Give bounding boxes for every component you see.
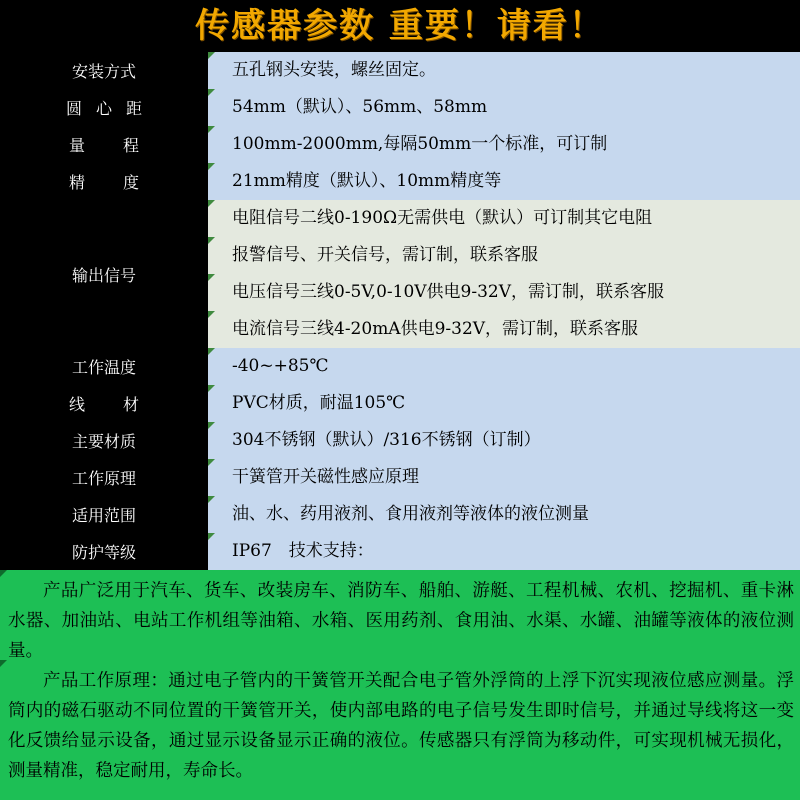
corner-marker	[0, 570, 7, 577]
spec-row-install-method	[0, 52, 800, 89]
spec-label: 量程	[0, 126, 208, 163]
spec-label: 精度	[0, 163, 208, 200]
spec-value: 100mm-2000mm,每隔50mm一个标准，可订制	[208, 126, 800, 163]
page-title: 传感器参数 重要！请看！	[195, 6, 605, 46]
spec-value: IP67 技术支持：	[208, 533, 800, 570]
spec-value: 电压信号三线0-5V,0-10V供电9-32V，需订制，联系客服	[208, 274, 800, 311]
spec-row-wire-material	[0, 385, 800, 422]
spec-label: 输出信号	[0, 200, 208, 348]
spec-value: 油、水、药用液剂、食用液剂等液体的液位测量	[208, 496, 800, 533]
spec-value: 五孔钢头安装，螺丝固定。	[208, 52, 800, 89]
spec-value: 电流信号三线4-20mA供电9-32V，需订制，联系客服	[208, 311, 800, 348]
spec-value: 54mm（默认）、56mm、58mm	[208, 89, 800, 126]
spec-label: 圆心距	[0, 89, 208, 126]
spec-label: 防护等级	[0, 533, 208, 570]
spec-value: 21mm精度（默认）、10mm精度等	[208, 163, 800, 200]
corner-marker	[0, 660, 7, 667]
spec-row-main-material	[0, 422, 800, 459]
spec-label: 线材	[0, 385, 208, 422]
spec-row-output-signal	[0, 200, 800, 348]
spec-row-center-distance	[0, 89, 800, 126]
spec-label: 工作温度	[0, 348, 208, 385]
spec-label: 安装方式	[0, 52, 208, 89]
spec-value: 干簧管开关磁性感应原理	[208, 459, 800, 496]
application-paragraph: 产品广泛用于汽车、货车、改装房车、消防车、船舶、游艇、工程机械、农机、挖掘机、重卡淋水器、加油站、电站工作机组等油箱、水箱、医用药剂、食用油、水渠、水罐、油罐等液体的液位测量。	[8, 581, 794, 661]
spec-row-application-scope	[0, 496, 800, 533]
spec-row-range	[0, 126, 800, 163]
spec-value: 报警信号、开关信号，需订制，联系客服	[208, 237, 800, 274]
spec-row-working-temperature	[0, 348, 800, 385]
spec-value: -40~+85℃	[208, 348, 800, 385]
spec-value: PVC材质，耐温105℃	[208, 385, 800, 422]
spec-label: 适用范围	[0, 496, 208, 533]
principle-paragraph: 产品工作原理：通过电子管内的干簧管开关配合电子管外浮筒的上浮下沉实现液位感应测量。浮筒内的磁石驱动不同位置的干簧管开关，使内部电路的电子信号发生即时信号，并通过导线将这一变化反馈给显示设备，通过显示设备显示正确的液位。传感器只有浮筒为移动件，可实现机械无损化，测量精准，稳定耐用，寿命长。	[8, 671, 794, 781]
spec-table	[0, 52, 800, 570]
spec-row-protection-rating	[0, 533, 800, 570]
spec-label: 工作原理	[0, 459, 208, 496]
spec-value: 电阻信号二线0-190Ω无需供电（默认）可订制其它电阻	[208, 200, 800, 237]
product-description	[0, 570, 800, 800]
title-bar	[0, 0, 800, 52]
spec-label: 主要材质	[0, 422, 208, 459]
spec-row-working-principle	[0, 459, 800, 496]
spec-value: 304不锈钢（默认）/316不锈钢（订制）	[208, 422, 800, 459]
spec-row-accuracy	[0, 163, 800, 200]
